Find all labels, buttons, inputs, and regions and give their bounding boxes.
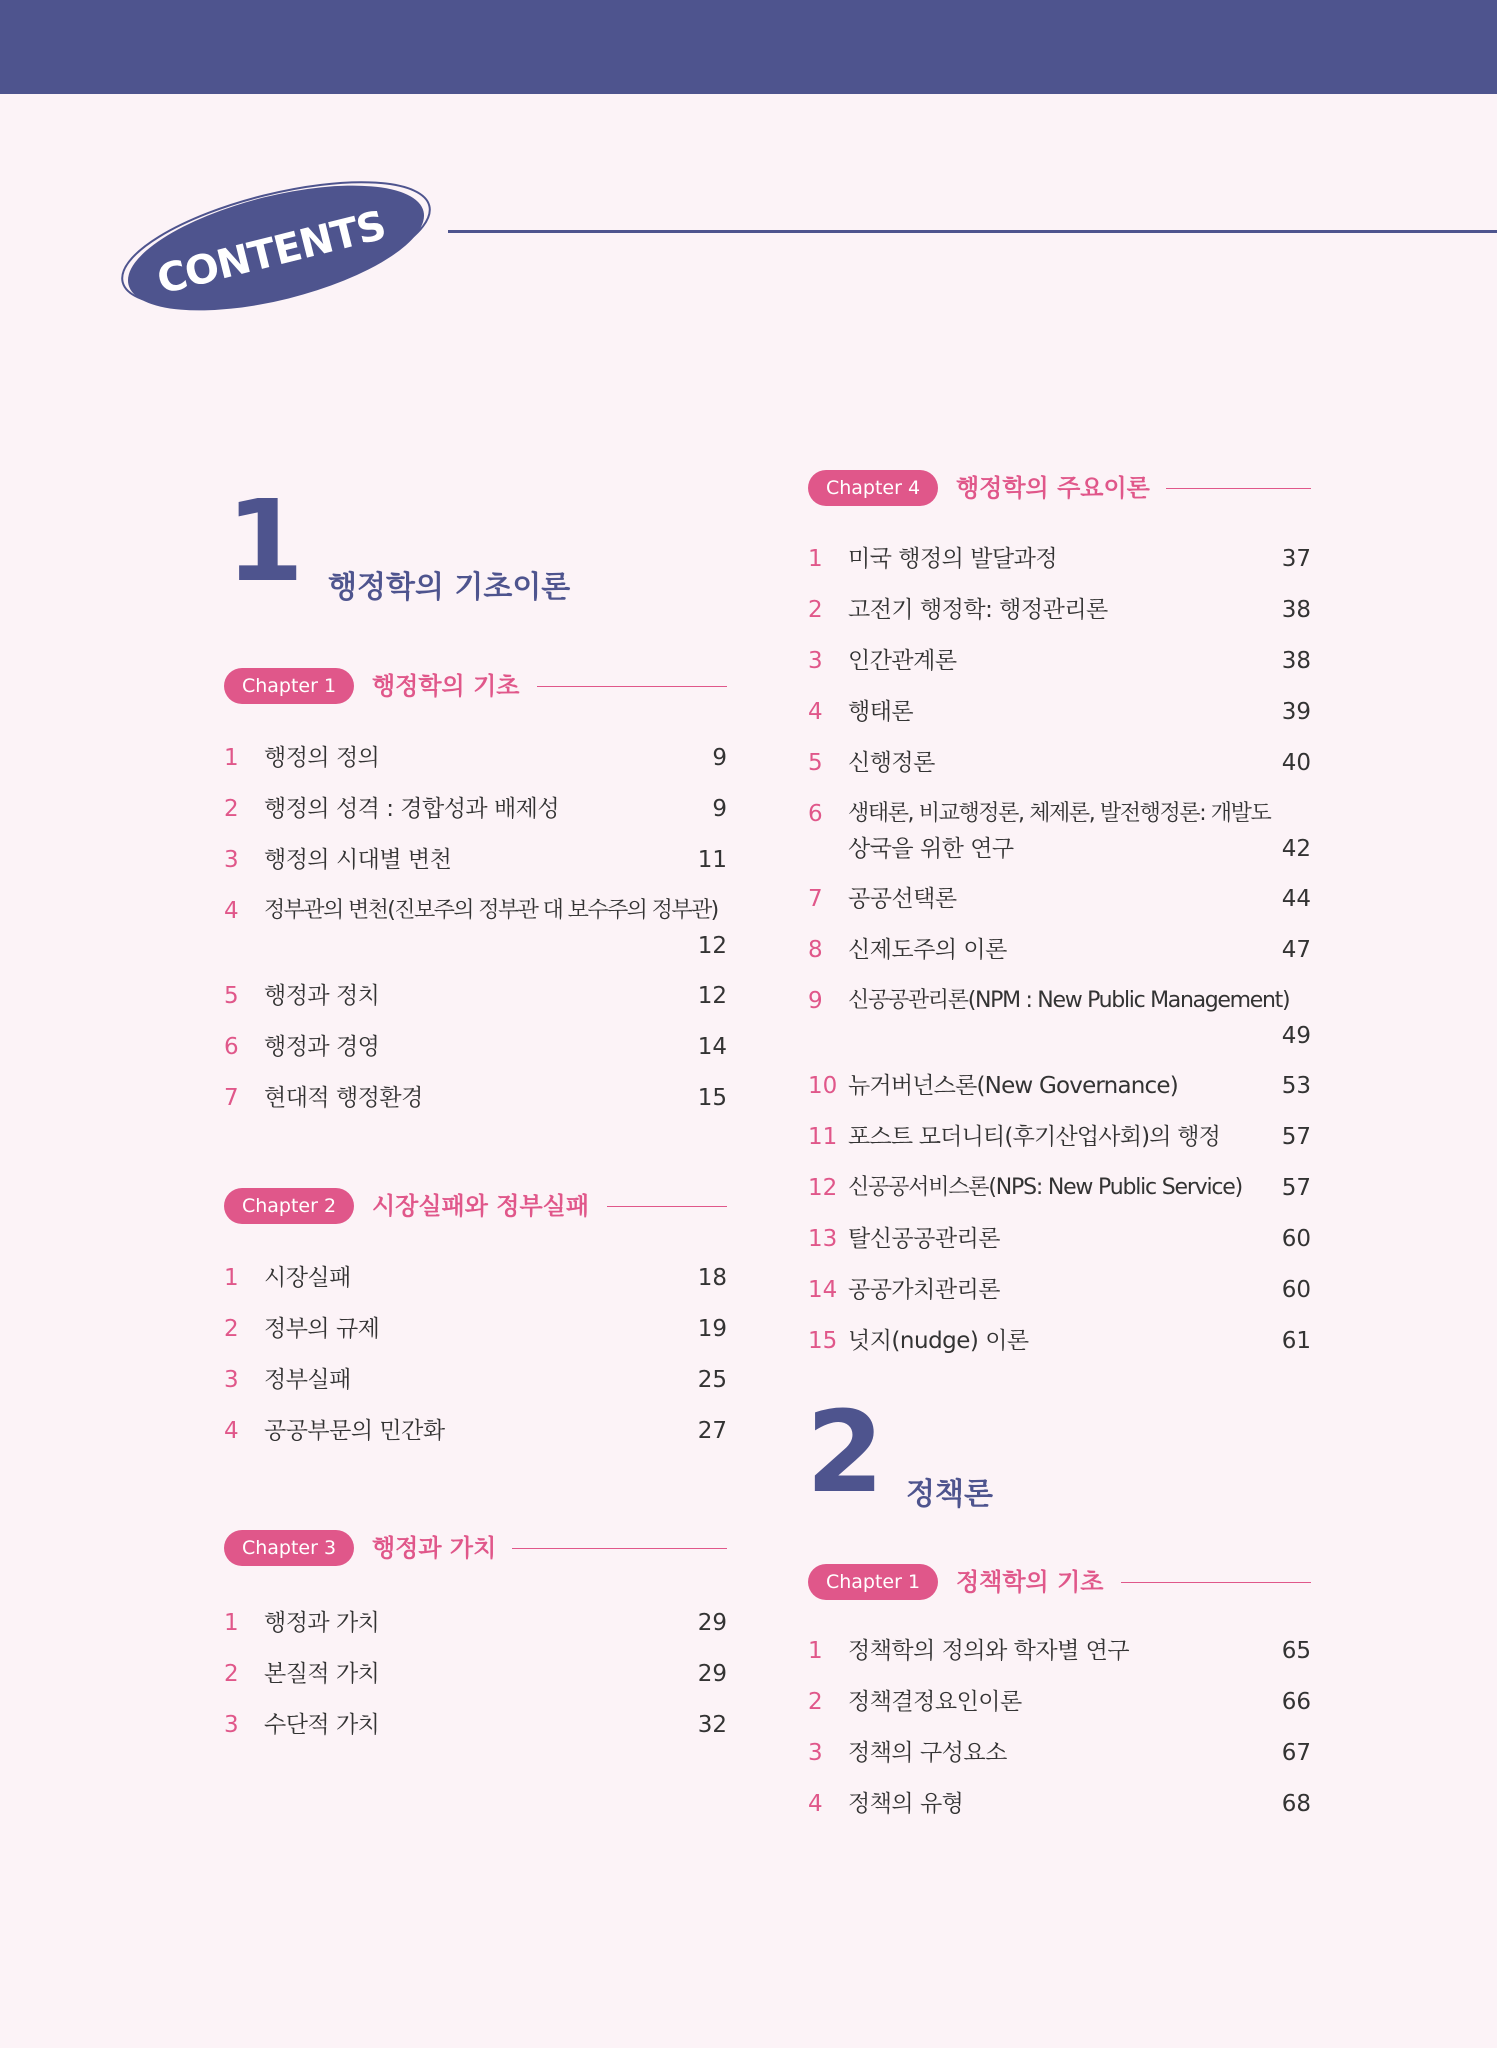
- chapter-pill: Chapter 4: [808, 470, 938, 506]
- entry-page: 25: [697, 1367, 727, 1393]
- toc-entry[interactable]: [224, 1608, 727, 1638]
- entry-page: 57: [1281, 1124, 1311, 1150]
- entry-page: 9: [712, 796, 727, 822]
- entry-title: 공공부문의 민간화: [264, 1418, 445, 1444]
- chapter-pill: Chapter 3: [224, 1530, 354, 1566]
- toc-entry[interactable]: [224, 1416, 727, 1446]
- part-title: 행정학의 기초이론: [328, 570, 571, 605]
- entry-page: 9: [712, 745, 727, 771]
- entry-page: 12: [697, 983, 727, 1009]
- part-number: 1: [226, 477, 304, 607]
- entry-number: 3: [808, 648, 823, 674]
- chapter-rule: [512, 1548, 727, 1549]
- entry-title: 신공공관리론(NPM : New Public Management): [848, 988, 1290, 1013]
- entry-page: 37: [1281, 546, 1311, 572]
- toc-entry[interactable]: [224, 1083, 727, 1113]
- chapter-title: 행정학의 주요이론: [956, 474, 1150, 502]
- toc-entry[interactable]: [808, 748, 1311, 778]
- entry-page: 60: [1281, 1226, 1311, 1252]
- entry-title: 정부관의 변천(진보주의 정부관 대 보수주의 정부관): [264, 898, 718, 923]
- entry-title: 행정의 시대별 변천: [264, 847, 452, 873]
- entry-page: 14: [697, 1034, 727, 1060]
- entry-page: 32: [697, 1712, 727, 1738]
- entry-title: 정책학의 정의와 학자별 연구: [848, 1638, 1130, 1664]
- entry-page: 38: [1281, 597, 1311, 623]
- entry-page: 65: [1281, 1638, 1311, 1664]
- toc-entry[interactable]: [808, 1636, 1311, 1666]
- chapter-heading: [224, 1188, 727, 1228]
- entry-page: 68: [1281, 1791, 1311, 1817]
- entry-number: 2: [224, 1661, 239, 1687]
- toc-entry[interactable]: [808, 1071, 1311, 1101]
- entry-number: 3: [224, 1712, 239, 1738]
- entry-number: 2: [808, 597, 823, 623]
- entry-title: 행정의 정의: [264, 745, 380, 771]
- entry-title-continued: 상국을 위한 연구: [848, 836, 1014, 862]
- entry-number: 7: [224, 1085, 239, 1111]
- toc-entry[interactable]: [808, 544, 1311, 574]
- toc-entry[interactable]: [808, 1122, 1311, 1152]
- entry-title: 시장실패: [264, 1265, 351, 1291]
- entry-number: 1: [224, 1265, 239, 1291]
- entry-page: 29: [697, 1661, 727, 1687]
- toc-entry[interactable]: [808, 1326, 1311, 1356]
- chapter-title: 시장실패와 정부실패: [372, 1192, 590, 1220]
- toc-entry[interactable]: [808, 1275, 1311, 1305]
- entry-page: 27: [697, 1418, 727, 1444]
- chapter-rule: [1166, 488, 1311, 489]
- toc-entry[interactable]: [224, 794, 727, 824]
- entry-number: 2: [224, 796, 239, 822]
- entry-page: 66: [1281, 1689, 1311, 1715]
- entry-title: 정책의 구성요소: [848, 1740, 1007, 1766]
- entry-title: 정책의 유형: [848, 1791, 964, 1817]
- chapter-rule: [537, 686, 727, 687]
- entry-title: 현대적 행정환경: [264, 1085, 423, 1111]
- entry-number: 15: [808, 1328, 838, 1354]
- toc-entry[interactable]: [808, 1224, 1311, 1254]
- entry-page: 39: [1281, 699, 1311, 725]
- entry-page: 38: [1281, 648, 1311, 674]
- entry-page: 19: [697, 1316, 727, 1342]
- toc-entry[interactable]: [808, 884, 1311, 914]
- entry-number: 5: [224, 983, 239, 1009]
- toc-entry[interactable]: [808, 1687, 1311, 1717]
- entry-title: 뉴거버넌스론(New Governance): [848, 1073, 1178, 1099]
- part-title: 정책론: [906, 1477, 993, 1512]
- entry-number: 9: [808, 988, 823, 1014]
- toc-entry[interactable]: [808, 697, 1311, 727]
- contents-label: CONTENTS: [152, 202, 390, 304]
- chapter-title: 행정학의 기초: [372, 672, 520, 700]
- entry-title: 공공선택론: [848, 886, 957, 912]
- entry-number: 3: [808, 1740, 823, 1766]
- entry-title: 포스트 모더니티(후기산업사회)의 행정: [848, 1124, 1221, 1150]
- entry-number: 8: [808, 937, 823, 963]
- entry-number: 11: [808, 1124, 838, 1150]
- toc-entry[interactable]: [224, 1314, 727, 1344]
- chapter-pill: Chapter 2: [224, 1188, 354, 1224]
- entry-title: 행정의 성격 : 경합성과 배제성: [264, 796, 560, 822]
- entry-number: 3: [224, 1367, 239, 1393]
- entry-number: 1: [224, 1610, 239, 1636]
- entry-title: 행정과 경영: [264, 1034, 380, 1060]
- toc-entry[interactable]: [224, 1365, 727, 1395]
- chapter-rule: [607, 1206, 727, 1207]
- entry-number: 6: [808, 801, 823, 827]
- entry-number: 1: [808, 1638, 823, 1664]
- chapter-pill: Chapter 1: [224, 668, 354, 704]
- entry-title: 넛지(nudge) 이론: [848, 1328, 1029, 1354]
- chapter-heading: [224, 1530, 727, 1570]
- toc-entry[interactable]: [808, 1789, 1311, 1819]
- entry-page: 53: [1281, 1073, 1311, 1099]
- contents-logo: [110, 168, 450, 318]
- entry-page: 12: [697, 933, 727, 959]
- entry-number: 5: [808, 750, 823, 776]
- toc-entry[interactable]: [224, 1710, 727, 1740]
- entry-number: 4: [808, 1791, 823, 1817]
- toc-entry[interactable]: [224, 981, 727, 1011]
- entry-title: 신행정론: [848, 750, 935, 776]
- entry-title: 신제도주의 이론: [848, 937, 1007, 963]
- chapter-heading: [808, 1564, 1311, 1604]
- entry-number: 4: [808, 699, 823, 725]
- entry-page: 60: [1281, 1277, 1311, 1303]
- entry-title: 정책결정요인이론: [848, 1689, 1022, 1715]
- entry-number: 13: [808, 1226, 838, 1252]
- entry-title: 행정과 가치: [264, 1610, 380, 1636]
- top-banner: [0, 0, 1497, 94]
- entry-page: 42: [1281, 836, 1311, 862]
- entry-title: 공공가치관리론: [848, 1277, 1001, 1303]
- entry-number: 3: [224, 847, 239, 873]
- toc-entry[interactable]: [808, 799, 1311, 864]
- entry-title: 행정과 정치: [264, 983, 380, 1009]
- entry-title: 미국 행정의 발달과정: [848, 546, 1058, 572]
- entry-page: 18: [697, 1265, 727, 1291]
- entry-title: 수단적 가치: [264, 1712, 380, 1738]
- chapter-heading: [224, 668, 727, 708]
- part-1-header: [226, 477, 626, 616]
- entry-page: 47: [1281, 937, 1311, 963]
- entry-number: 6: [224, 1034, 239, 1060]
- entry-number: 4: [224, 1418, 239, 1444]
- toc-entry[interactable]: [224, 896, 727, 961]
- entry-title: 행태론: [848, 699, 914, 725]
- entry-title: 탈신공공관리론: [848, 1226, 1001, 1252]
- toc-entry[interactable]: [224, 1263, 727, 1293]
- chapter-title: 정책학의 기초: [956, 1568, 1104, 1596]
- entry-page: 15: [697, 1085, 727, 1111]
- entry-page: 11: [697, 847, 727, 873]
- entry-page: 29: [697, 1610, 727, 1636]
- entry-number: 2: [808, 1689, 823, 1715]
- entry-title: 신공공서비스론(NPS: New Public Service): [848, 1175, 1243, 1200]
- entry-title: 인간관계론: [848, 648, 957, 674]
- entry-title: 본질적 가치: [264, 1661, 380, 1687]
- entry-number: 7: [808, 886, 823, 912]
- toc-entry[interactable]: [224, 743, 727, 773]
- toc-entry[interactable]: [808, 1173, 1311, 1203]
- toc-entry[interactable]: [224, 1032, 727, 1062]
- part-2-header: [806, 1388, 1206, 1518]
- entry-title: 정부의 규제: [264, 1316, 380, 1342]
- entry-number: 1: [808, 546, 823, 572]
- entry-number: 12: [808, 1175, 838, 1201]
- toc-entry[interactable]: [224, 1659, 727, 1689]
- entry-number: 1: [224, 745, 239, 771]
- entry-title: 생태론, 비교행정론, 체제론, 발전행정론: 개발도: [848, 801, 1271, 826]
- part-number: 2: [806, 1388, 884, 1518]
- entry-number: 4: [224, 898, 239, 924]
- entry-page: 40: [1281, 750, 1311, 776]
- entry-page: 44: [1281, 886, 1311, 912]
- entry-title: 고전기 행정학: 행정관리론: [848, 597, 1108, 623]
- toc-entry[interactable]: [808, 986, 1311, 1051]
- chapter-title: 행정과 가치: [372, 1534, 497, 1562]
- entry-number: 2: [224, 1316, 239, 1342]
- toc-entry[interactable]: [808, 646, 1311, 676]
- chapter-heading: [808, 470, 1311, 510]
- entry-title: 정부실패: [264, 1367, 351, 1393]
- entry-page: 61: [1281, 1328, 1311, 1354]
- toc-entry[interactable]: [808, 935, 1311, 965]
- toc-entry[interactable]: [808, 595, 1311, 625]
- toc-entry[interactable]: [224, 845, 727, 875]
- entry-page: 49: [1281, 1023, 1311, 1049]
- chapter-pill: Chapter 1: [808, 1564, 938, 1600]
- entry-number: 10: [808, 1073, 838, 1099]
- entry-page: 67: [1281, 1740, 1311, 1766]
- entry-number: 14: [808, 1277, 838, 1303]
- header-rule: [448, 230, 1497, 233]
- entry-page: 57: [1281, 1175, 1311, 1201]
- toc-entry[interactable]: [808, 1738, 1311, 1768]
- chapter-rule: [1121, 1582, 1311, 1583]
